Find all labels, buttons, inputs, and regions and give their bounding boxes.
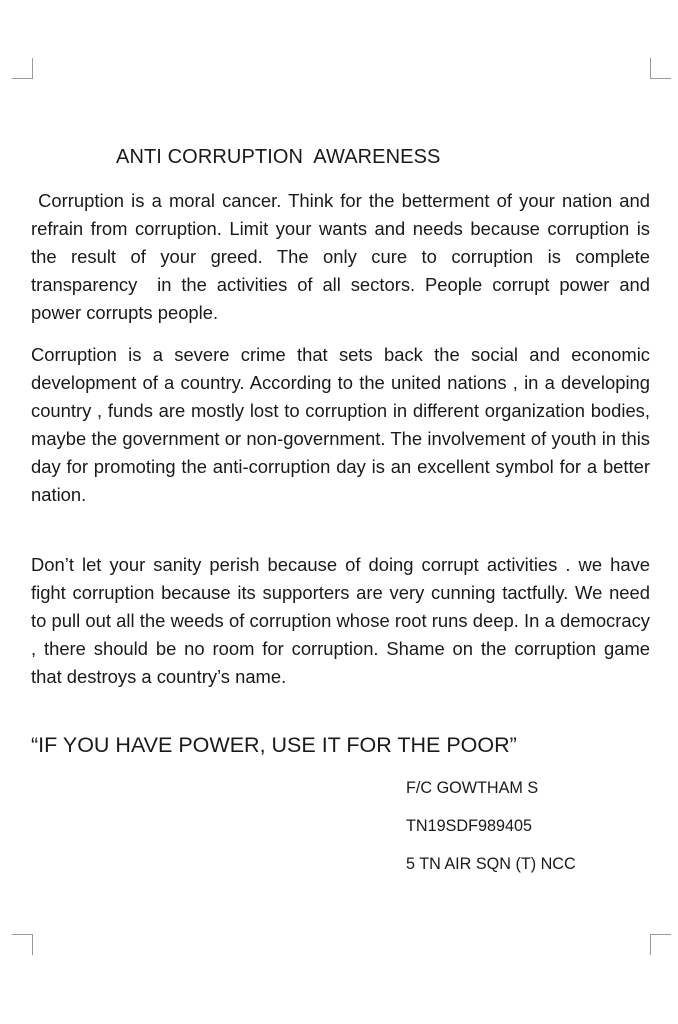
closing-quote: “IF YOU HAVE POWER, USE IT FOR THE POOR” [31, 733, 517, 757]
signature-unit: 5 TN AIR SQN (T) NCC [406, 855, 576, 873]
page-corner-mark-bottom-right [650, 934, 671, 955]
page-corner-mark-top-left [12, 58, 33, 79]
paragraph-2: Corruption is a severe crime that sets back the social and economic development of a country. According to the united nations , in a developing country , funds are mostly lost to corruption in different organization bodies, maybe the government or non-government. The involvement of youth in this day for promoting the anti-corruption day is an excellent symbol for a better nation. [31, 344, 656, 505]
signature-name: F/C GOWTHAM S [406, 779, 539, 797]
document-title: ANTI CORRUPTION AWARENESS [116, 146, 441, 168]
signature-id-number: TN19SDF989405 [406, 817, 532, 835]
page-corner-mark-top-right [650, 58, 671, 79]
paragraph-1: Corruption is a moral cancer. Think for the betterment of your nation and refrain from corruption. Limit your wants and needs because corruption is the result of your greed. The only cure to corruption is complete transparency in the activities of all sectors. People corrupt power and power corrupts people. [31, 190, 656, 323]
page-corner-mark-bottom-left [12, 934, 33, 955]
paragraph-3: Don’t let your sanity perish because of doing corrupt activities . we have fight corruption because its supporters are very cunning tactfully. We need to pull out all the weeds of corruption whose root runs deep. In a democracy , there should be no room for corruption. Shame on the corruption game that destroys a country’s name. [31, 554, 661, 687]
